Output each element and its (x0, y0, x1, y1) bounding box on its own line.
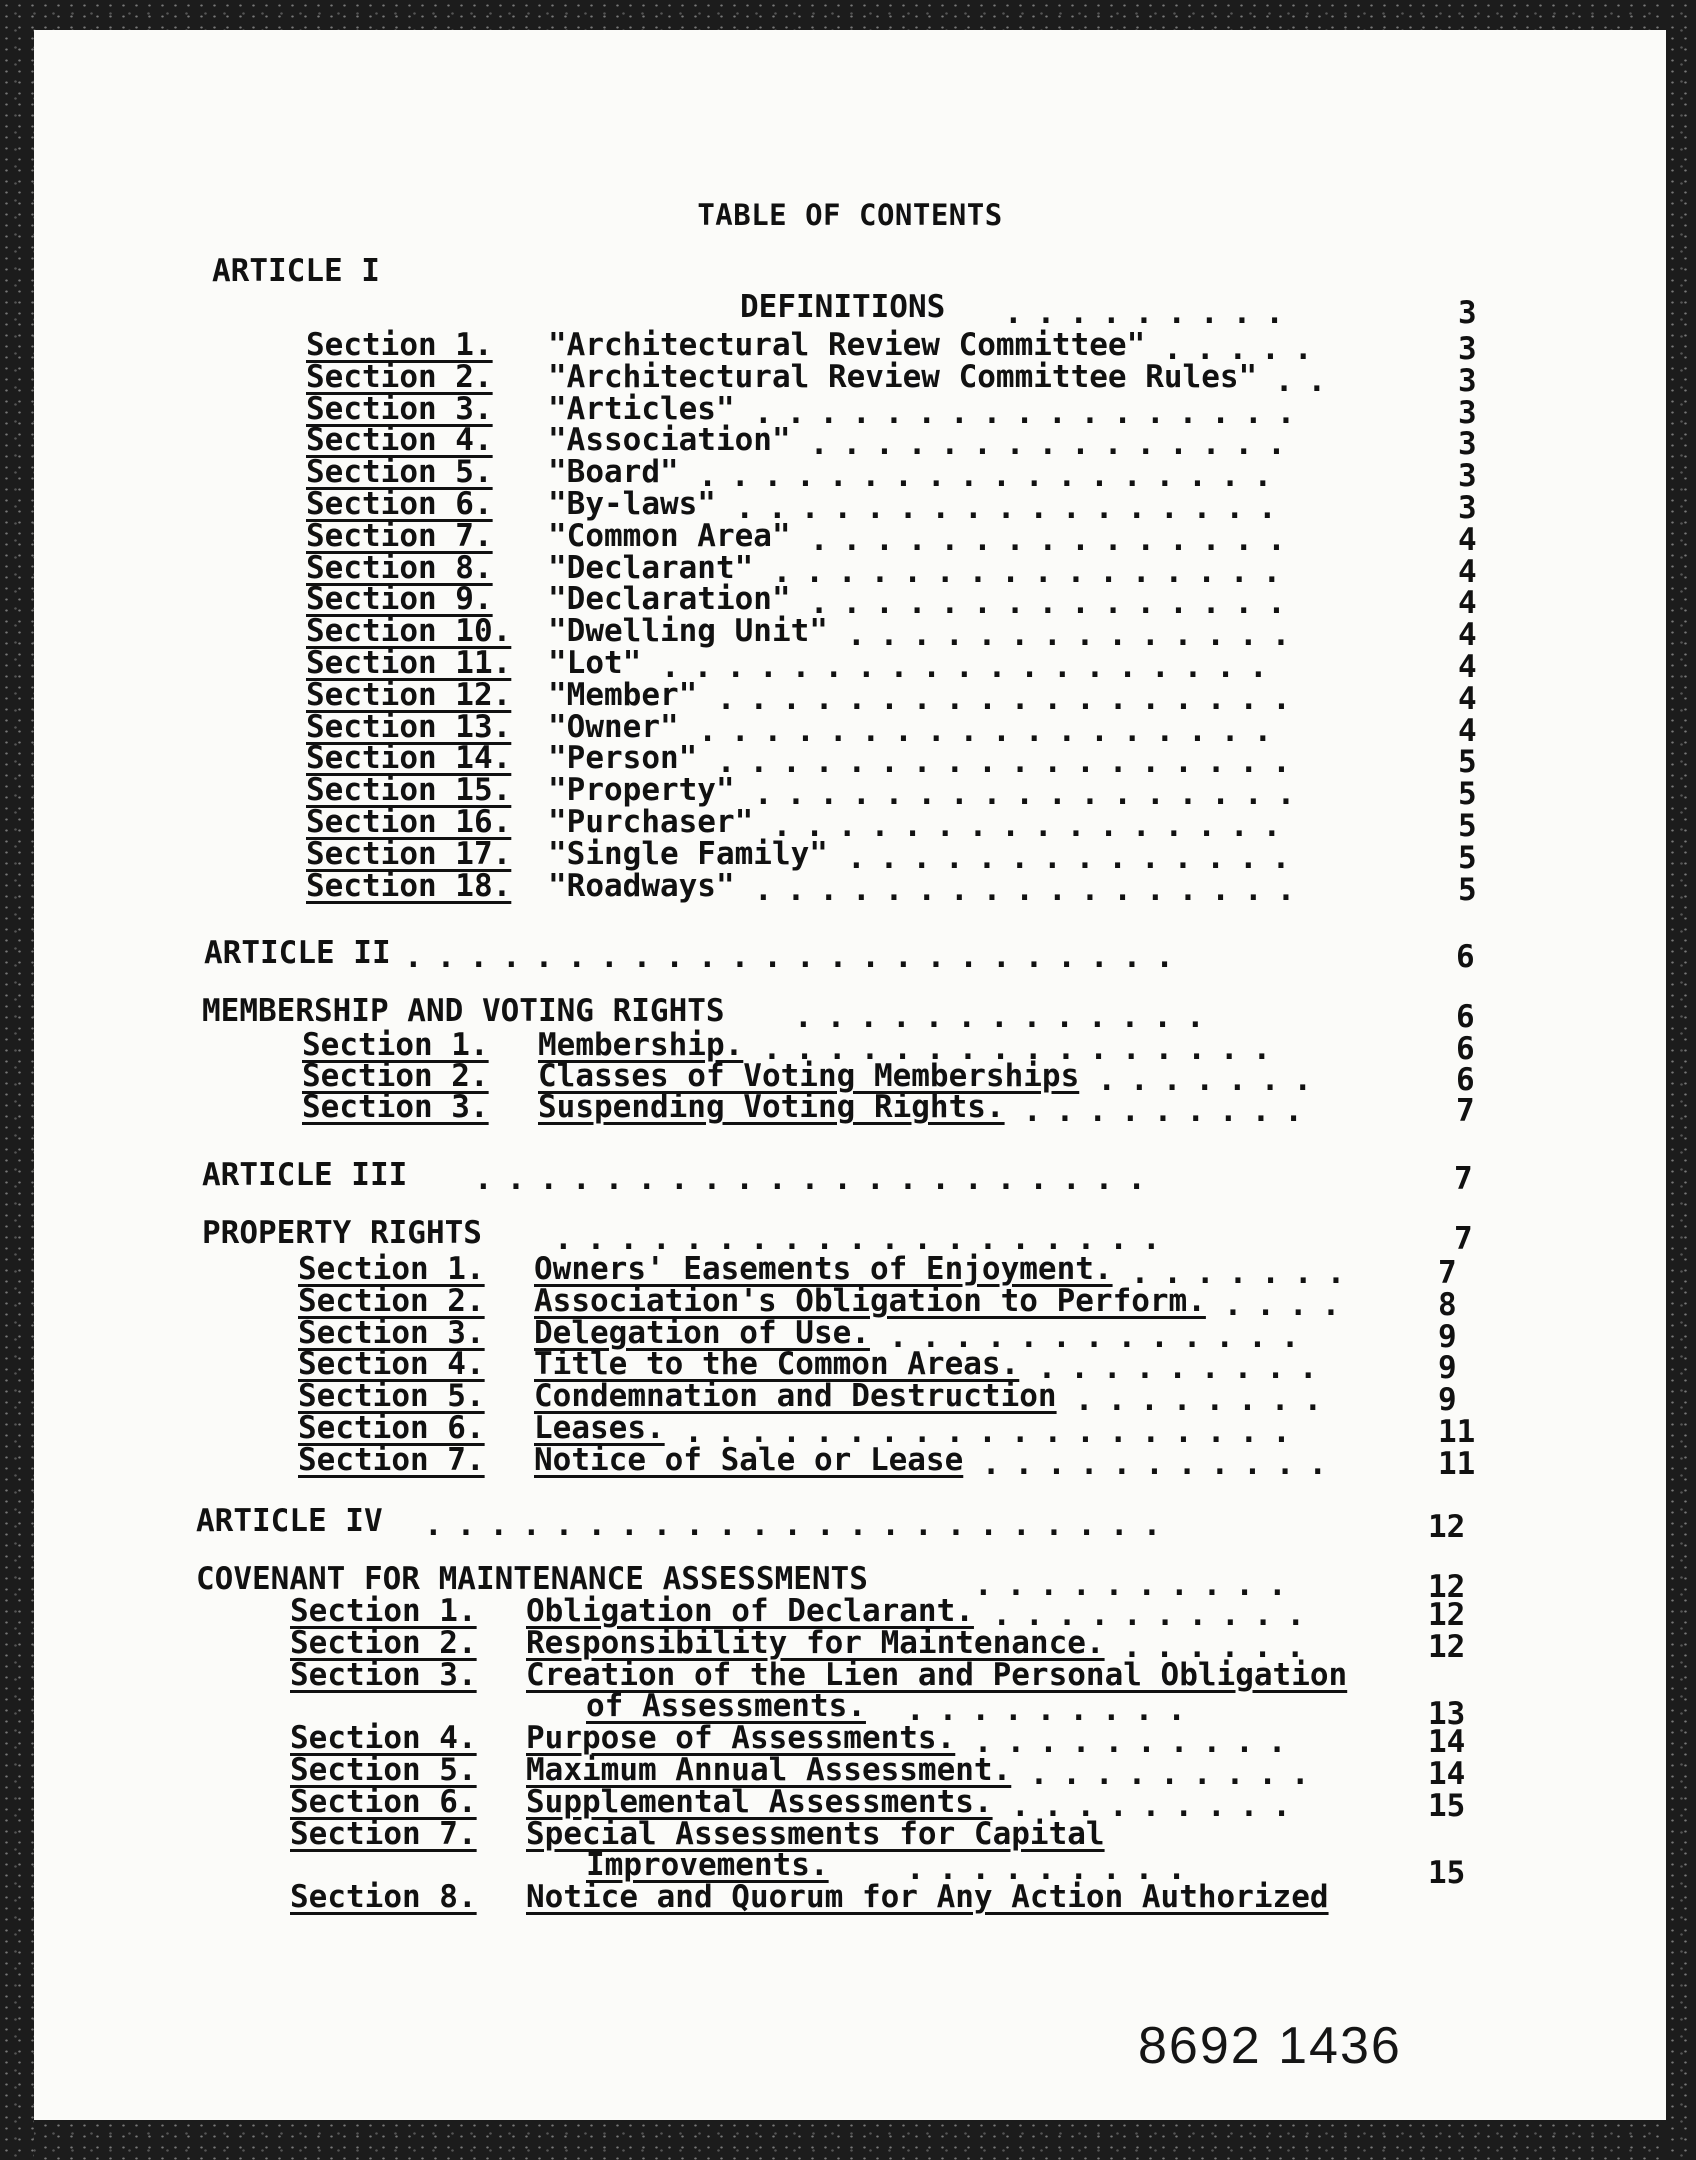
section-page: 5 (1458, 871, 1477, 908)
section-page: 3 (1458, 394, 1477, 431)
section-label: Section 1. (298, 1251, 485, 1287)
section-page: 11 (1438, 1445, 1476, 1482)
section-label: Section 3. (298, 1314, 485, 1351)
leader-dots: ........ (1074, 1382, 1337, 1419)
section-title: "Architectural Review Committee" (548, 327, 1146, 363)
leader-dots: ................... (554, 1221, 1175, 1257)
article-4-subheading: COVENANT FOR MAINTENANCE ASSESSMENTS (196, 1561, 868, 1597)
section-label: Section 15. (306, 772, 512, 809)
section-page: 7 (1438, 1255, 1457, 1291)
section-page: 3 (1458, 331, 1477, 367)
section-title: Special Assessments for Capital (526, 1815, 1105, 1852)
section-title: "Board" (548, 454, 679, 491)
leader-dots: ................ (772, 553, 1296, 590)
leader-dots: ....... (1097, 1062, 1327, 1098)
leader-dots: ...... (1122, 1628, 1319, 1665)
section-page: 13 (1428, 1696, 1466, 1733)
section-title: Suspending Voting Rights. (538, 1089, 1005, 1125)
section-label: Section 1. (306, 327, 493, 363)
section-label: Section 3. (290, 1656, 477, 1693)
leader-dots: .... (1223, 1286, 1355, 1323)
section-label: Section 2. (290, 1624, 477, 1661)
section-title: "Person" (548, 740, 698, 777)
leader-dots: ......... (906, 1692, 1200, 1729)
document-number: 8692 1436 (1138, 2017, 1402, 2075)
section-page: 9 (1438, 1382, 1457, 1419)
section-label: Section 8. (306, 549, 493, 586)
section-page: 3 (1458, 458, 1477, 495)
section-title: "Owner" (548, 708, 679, 745)
section-title: "Single Family" (548, 835, 828, 872)
leader-dots: .................. (698, 712, 1287, 749)
leader-dots: ............... (809, 521, 1300, 558)
section-label: Section 4. (306, 422, 493, 459)
section-page: 9 (1438, 1318, 1457, 1355)
leader-dots: ....... (1130, 1255, 1360, 1291)
section-label: Section 3. (302, 1089, 489, 1125)
leader-dots: ........................ (404, 939, 1188, 975)
section-page: 5 (1458, 776, 1477, 813)
leader-dots: .............. (847, 617, 1305, 654)
section-title: "By-laws" (548, 486, 716, 522)
section-label: Section 2. (306, 358, 493, 395)
section-page: 4 (1458, 617, 1477, 654)
article-4-heading: ARTICLE IV (196, 1503, 383, 1539)
section-title: Owners' Easements of Enjoyment. (534, 1251, 1113, 1287)
section-title: Maximum Annual Assessment. (526, 1752, 1012, 1788)
leader-dots: .................. (698, 458, 1287, 495)
section-title: "Member" (548, 676, 698, 713)
section-label: Section 7. (290, 1815, 477, 1852)
section-label: Section 1. (302, 1027, 489, 1063)
scan-border-right (1666, 0, 1696, 2160)
article-2-heading-page: 6 (1456, 939, 1475, 975)
section-label: Section 2. (302, 1058, 489, 1094)
section-page: 5 (1458, 839, 1477, 876)
section-title: Membership. (538, 1027, 744, 1063)
section-label: Section 5. (298, 1378, 485, 1415)
section-page: 6 (1456, 1031, 1475, 1067)
section-page: 4 (1458, 585, 1477, 622)
section-label: Section 12. (306, 676, 512, 713)
article-3-subheading-page: 7 (1454, 1221, 1473, 1257)
article-2-subheading: MEMBERSHIP AND VOTING RIGHTS (202, 993, 725, 1029)
scan-border-left (0, 0, 34, 2160)
section-title: "Association" (548, 422, 791, 459)
article-2-subheading-page: 6 (1456, 999, 1475, 1035)
section-title: Condemnation and Destruction (534, 1378, 1057, 1415)
section-page: 7 (1456, 1093, 1475, 1129)
article-1-subheading-page: 3 (1458, 295, 1477, 331)
article-1-subheading-text: DEFINITIONS (740, 289, 946, 325)
section-page: 5 (1458, 808, 1477, 844)
section-title: "Roadways" (548, 867, 735, 904)
section-title-continued: Improvements. (586, 1847, 829, 1884)
article-1-subheading (740, 289, 946, 325)
section-page: 4 (1458, 712, 1477, 749)
section-title: Association's Obligation to Perform. (534, 1282, 1206, 1319)
leader-dots: ......... (1029, 1756, 1324, 1792)
article-4-heading-page: 12 (1428, 1509, 1466, 1545)
section-label: Section 5. (290, 1752, 477, 1788)
section-title: "Dwelling Unit" (548, 613, 828, 650)
section-page: 8 (1438, 1286, 1457, 1323)
section-title: "Declarant" (548, 549, 754, 586)
section-label: Section 14. (306, 740, 512, 777)
section-title: Notice and Quorum for Any Action Authorized (526, 1879, 1329, 1916)
section-label: Section 6. (298, 1410, 485, 1446)
article-3-subheading: PROPERTY RIGHTS (202, 1215, 482, 1251)
section-title: "Architectural Review Committee Rules" (548, 358, 1258, 395)
section-title: "Purchaser" (548, 804, 754, 840)
leader-dots: ................. (735, 490, 1291, 526)
section-title-continued: of Assessments. (586, 1688, 866, 1725)
section-label: Section 1. (290, 1593, 477, 1629)
section-label: Section 17. (306, 835, 512, 872)
scan-border-bottom (0, 2120, 1696, 2160)
leader-dots: ................ (762, 1031, 1286, 1067)
leader-dots: ..................... (474, 1161, 1160, 1197)
section-title: Supplemental Assessments. (526, 1783, 993, 1820)
section-page: 4 (1458, 553, 1477, 590)
section-title: "Property" (548, 772, 735, 809)
section-title: Notice of Sale or Lease (534, 1441, 964, 1478)
section-page: 15 (1428, 1787, 1466, 1824)
section-page: 6 (1456, 1062, 1475, 1098)
section-page: 14 (1428, 1756, 1466, 1792)
section-title: Responsibility for Maintenance. (526, 1624, 1105, 1661)
section-page: 4 (1458, 521, 1477, 558)
section-label: Section 11. (306, 645, 512, 681)
section-title: Creation of the Lien and Personal Obligation (526, 1656, 1348, 1693)
section-label: Section 5. (306, 454, 493, 491)
leader-dots: ................ (772, 808, 1296, 844)
section-page: 15 (1428, 1855, 1466, 1892)
leader-dots: ............... (809, 426, 1300, 463)
leader-dots: .......... (992, 1597, 1320, 1633)
leader-dots: .......... (974, 1567, 1301, 1603)
section-page: 3 (1458, 362, 1477, 399)
section-title: Purpose of Assessments. (526, 1720, 956, 1757)
section-label: Section 16. (306, 804, 512, 840)
section-page: 12 (1428, 1628, 1466, 1665)
leader-dots: ............. (888, 1318, 1314, 1355)
section-title: "Lot" (548, 645, 642, 681)
leader-dots: ............. (794, 999, 1219, 1035)
leader-dots: .................. (716, 744, 1305, 781)
document-page (34, 30, 1666, 2120)
leader-dots: ......... (1023, 1093, 1317, 1129)
article-3-heading-page: 7 (1454, 1161, 1473, 1197)
leader-dots: .. (1274, 362, 1341, 399)
leader-dots: ......... (1037, 1350, 1332, 1387)
section-label: Section 18. (306, 867, 512, 904)
article-1-heading: ARTICLE I (212, 253, 380, 289)
section-title: "Declaration" (548, 581, 791, 618)
leader-dots: ....................... (424, 1507, 1176, 1543)
section-title: Leases. (534, 1410, 665, 1446)
section-page: 3 (1458, 426, 1477, 463)
section-label: Section 10. (306, 613, 512, 650)
section-title: Delegation of Use. (534, 1314, 870, 1351)
leader-dots: .................. (716, 680, 1305, 717)
section-page: 14 (1428, 1724, 1466, 1761)
section-title: "Common Area" (548, 517, 791, 554)
page-title: TABLE OF CONTENTS (697, 198, 1003, 232)
leader-dots: ..... (1163, 331, 1327, 367)
section-title: "Articles" (548, 390, 735, 427)
leader-dots: .......... (973, 1724, 1301, 1761)
section-label: Section 3. (306, 390, 493, 427)
leader-dots: ......... (906, 1851, 1200, 1888)
section-page: 5 (1458, 744, 1477, 781)
section-label: Section 6. (290, 1783, 477, 1820)
leader-dots: ................. (754, 776, 1310, 813)
article-3-heading: ARTICLE III (202, 1157, 408, 1193)
section-title: Title to the Common Areas. (534, 1346, 1020, 1383)
section-label: Section 4. (298, 1346, 485, 1383)
leader-dots: .............. (847, 839, 1305, 876)
leader-dots: ................... (684, 1414, 1305, 1450)
leader-dots: ................. (754, 871, 1310, 908)
leader-dots: ................... (661, 649, 1282, 685)
section-label: Section 6. (306, 486, 493, 522)
section-page: 4 (1458, 649, 1477, 685)
section-label: Section 2. (298, 1282, 485, 1319)
section-label: Section 9. (306, 581, 493, 618)
section-page: 3 (1458, 490, 1477, 526)
section-page: 4 (1458, 680, 1477, 717)
section-title: Obligation of Declarant. (526, 1593, 974, 1629)
section-page: 11 (1438, 1414, 1476, 1450)
section-label: Section 8. (290, 1879, 477, 1916)
article-2-heading: ARTICLE II (204, 935, 391, 971)
section-page: 12 (1428, 1597, 1466, 1633)
section-label: Section 7. (306, 517, 493, 554)
section-page: 9 (1438, 1350, 1457, 1387)
article-4-subheading-page: 12 (1428, 1569, 1466, 1605)
leader-dots: ............... (809, 585, 1300, 622)
section-label: Section 13. (306, 708, 512, 745)
section-label: Section 7. (298, 1441, 485, 1478)
scan-border-top (0, 0, 1696, 32)
leader-dots: ................. (754, 394, 1310, 431)
leader-dots: ......... (1011, 1787, 1305, 1824)
leader-dots: ........... (981, 1445, 1342, 1482)
section-label: Section 4. (290, 1720, 477, 1757)
section-title: Classes of Voting Memberships (538, 1058, 1080, 1094)
leader-dots: ......... (1004, 295, 1298, 331)
